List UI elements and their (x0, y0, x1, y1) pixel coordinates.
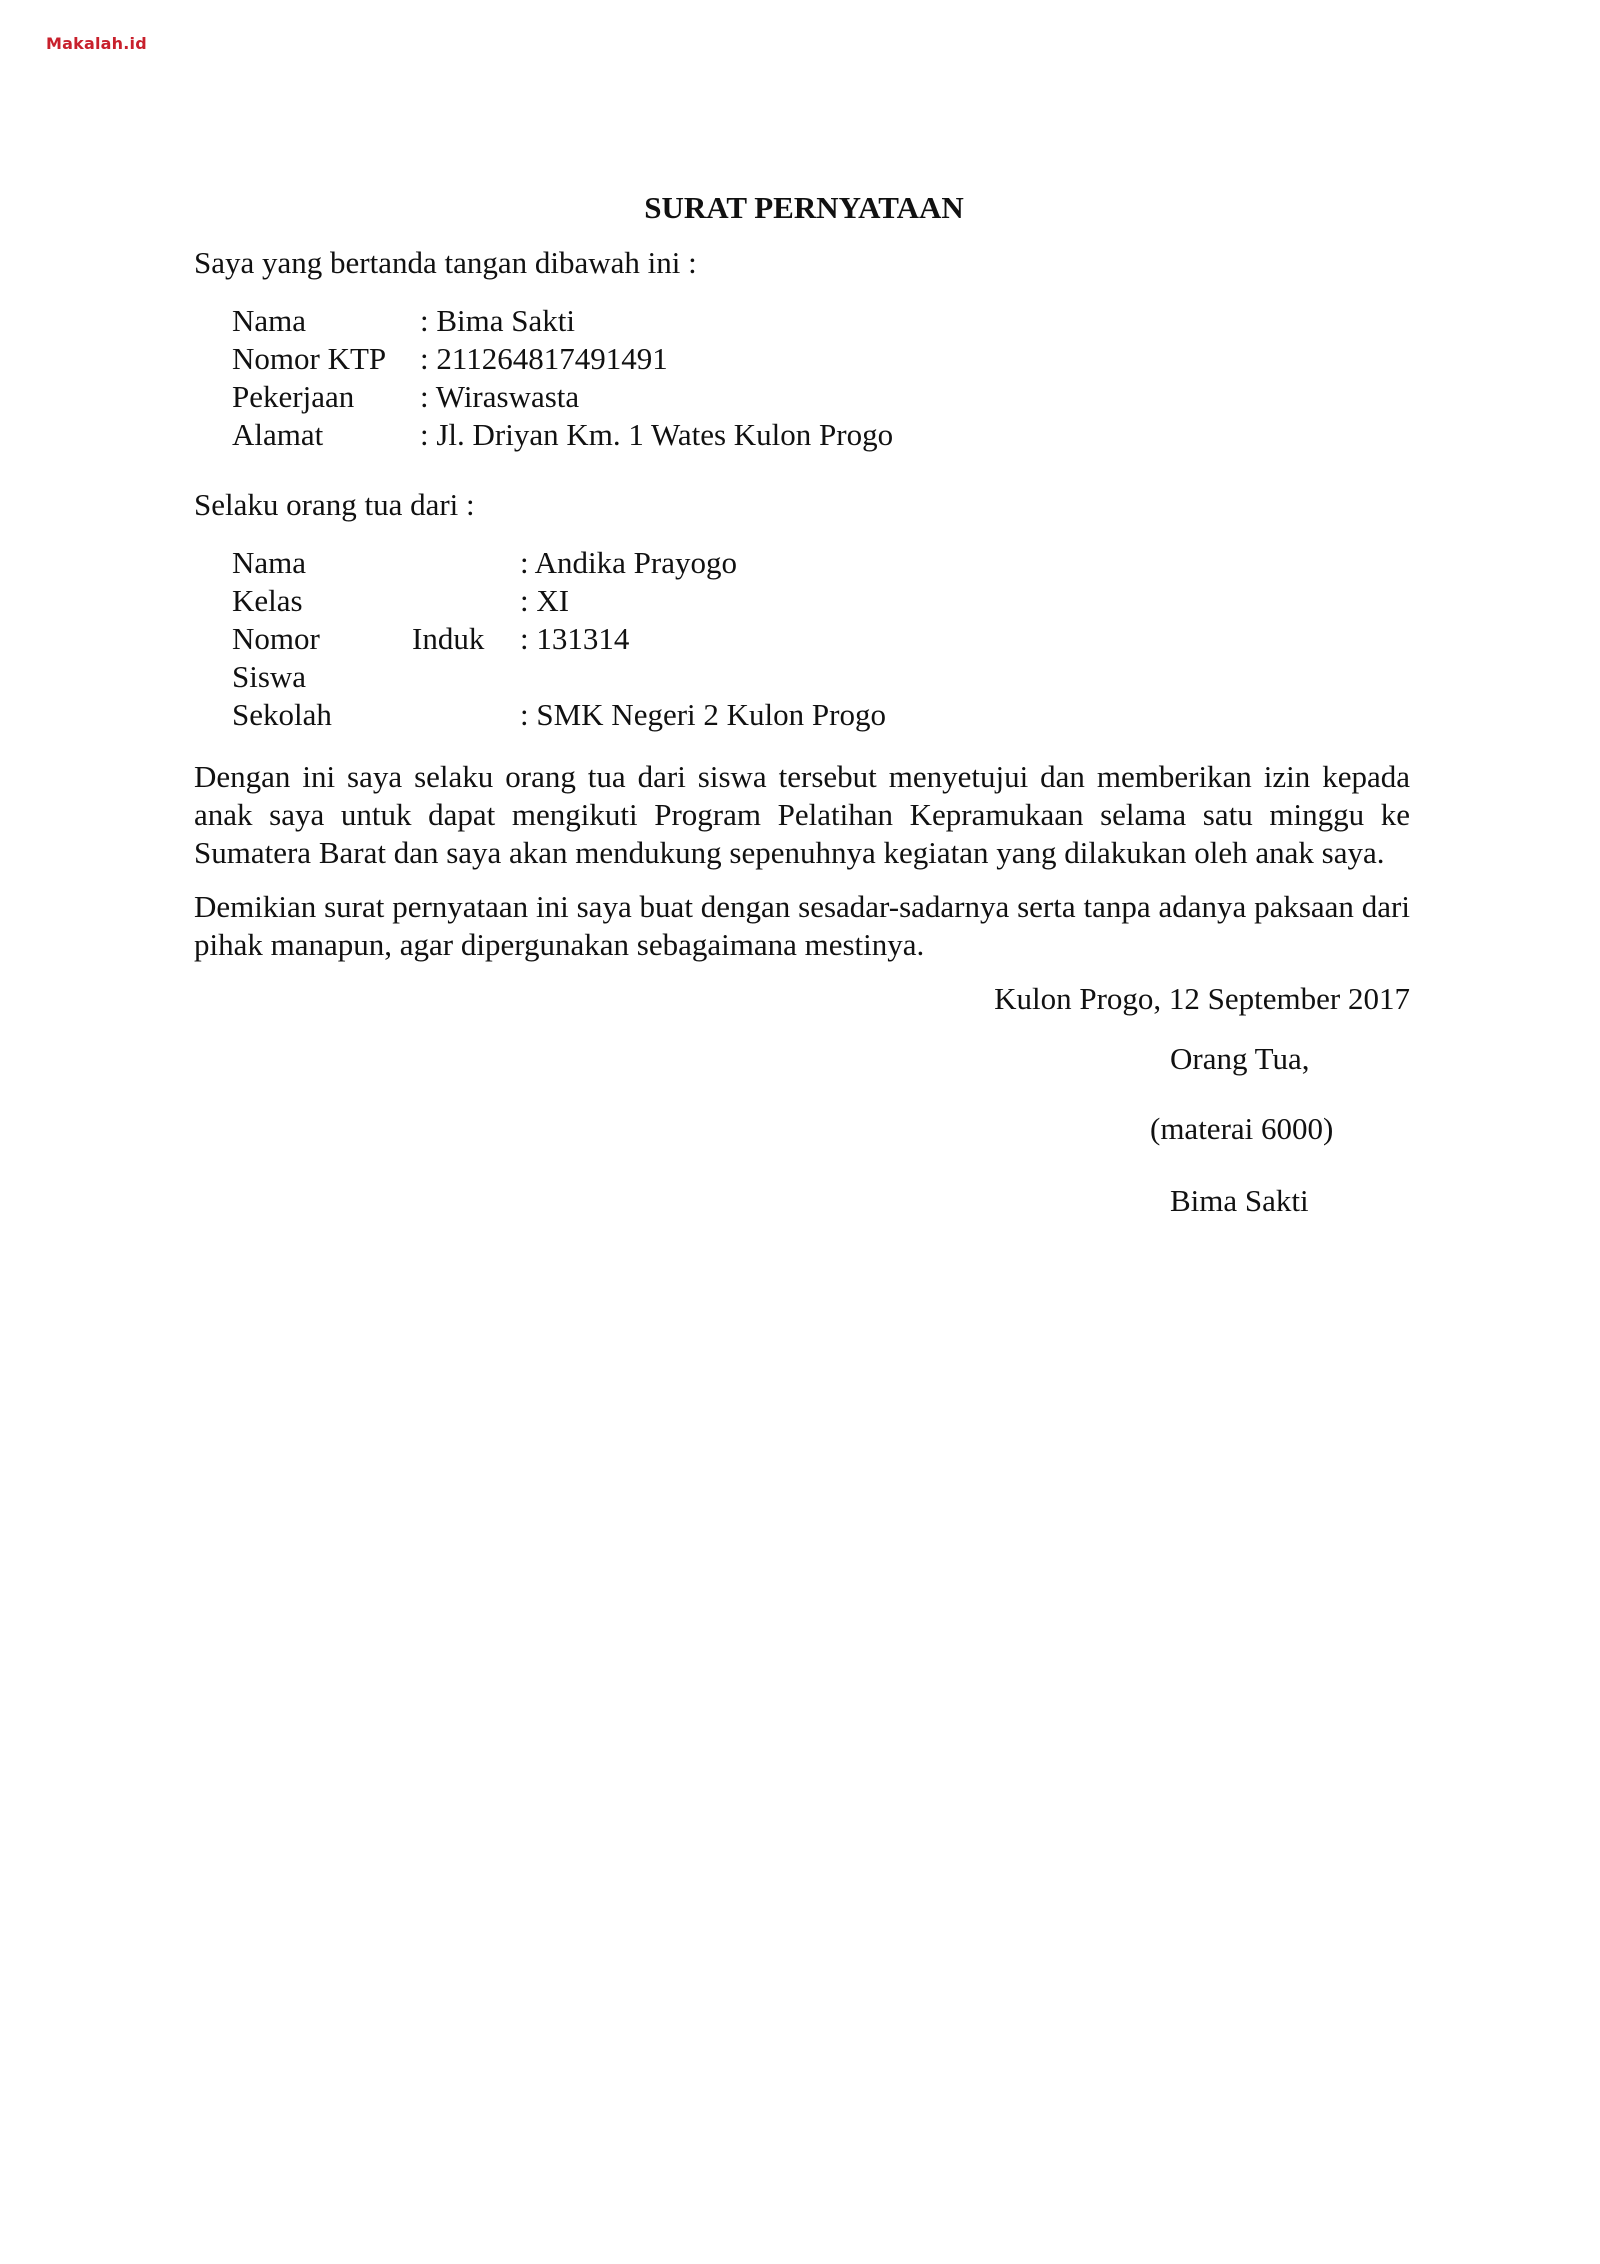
document-title: SURAT PERNYATAAN (644, 190, 964, 225)
intro-text: Saya yang bertanda tangan dibawah ini : (194, 245, 697, 280)
field-label-continued (412, 658, 520, 696)
field-label: Alamat (232, 417, 324, 452)
document-page (194, 188, 1410, 1220)
watermark-logo: Makalah.id (46, 34, 147, 53)
field-label: Sekolah (232, 697, 332, 732)
field-value: : 211264817491491 (420, 341, 668, 376)
signature-section (194, 980, 1410, 1220)
field-label: Siswa (232, 659, 307, 694)
field-value: : Andika Prayogo (520, 545, 737, 580)
field-value: : Jl. Driyan Km. 1 Wates Kulon Progo (420, 417, 894, 452)
field-row (232, 696, 1410, 734)
field-label: Nama (232, 545, 307, 580)
field-row (232, 582, 1410, 620)
closing-paragraph: Demikian surat pernyataan ini saya buat dengan sesadar-sadarnya serta tanpa adanya paksaan dari pihak manapun, agar dipergunakan sebagaimana mestinya. (194, 889, 1410, 962)
field-row (232, 340, 1410, 378)
place-date: Kulon Progo, 12 September 2017 (994, 981, 1410, 1016)
parent-identity-list (232, 302, 1410, 454)
signer-name: Bima Sakti (1170, 1183, 1309, 1218)
consent-paragraph: Dengan ini saya selaku orang tua dari siswa tersebut menyetujui dan memberikan izin kepada anak saya untuk dapat mengikuti Program Pelatihan Kepramukaan selama satu minggu ke Sumatera Barat dan saya akan mendukung sepenuhnya kegiatan yang dilakukan oleh anak saya. (194, 759, 1410, 870)
field-label-continued (412, 582, 520, 620)
field-value: : XI (520, 583, 570, 618)
field-value: : Wiraswasta (420, 379, 580, 414)
field-row (232, 544, 1410, 582)
stamp-duty-note: (materai 6000) (1150, 1111, 1334, 1146)
field-row (232, 302, 1410, 340)
signature-block (1146, 1040, 1410, 1220)
field-value: : 131314 (520, 621, 630, 656)
field-label-continued (412, 696, 520, 734)
field-row (232, 620, 1410, 658)
field-value: : Bima Sakti (420, 303, 575, 338)
field-label-continued (412, 544, 520, 582)
field-value: : SMK Negeri 2 Kulon Progo (520, 697, 886, 732)
relation-intro-text: Selaku orang tua dari : (194, 487, 475, 522)
field-label: Pekerjaan (232, 379, 355, 414)
field-label: Kelas (232, 583, 303, 618)
student-identity-list (232, 544, 1410, 734)
field-label: Nama (232, 303, 307, 338)
field-row (232, 658, 1410, 696)
field-label-continued: Induk (412, 621, 485, 656)
field-row (232, 416, 1410, 454)
field-label: Nomor KTP (232, 341, 387, 376)
field-row (232, 378, 1410, 416)
signer-role: Orang Tua, (1170, 1041, 1310, 1076)
field-label: Nomor (232, 621, 320, 656)
